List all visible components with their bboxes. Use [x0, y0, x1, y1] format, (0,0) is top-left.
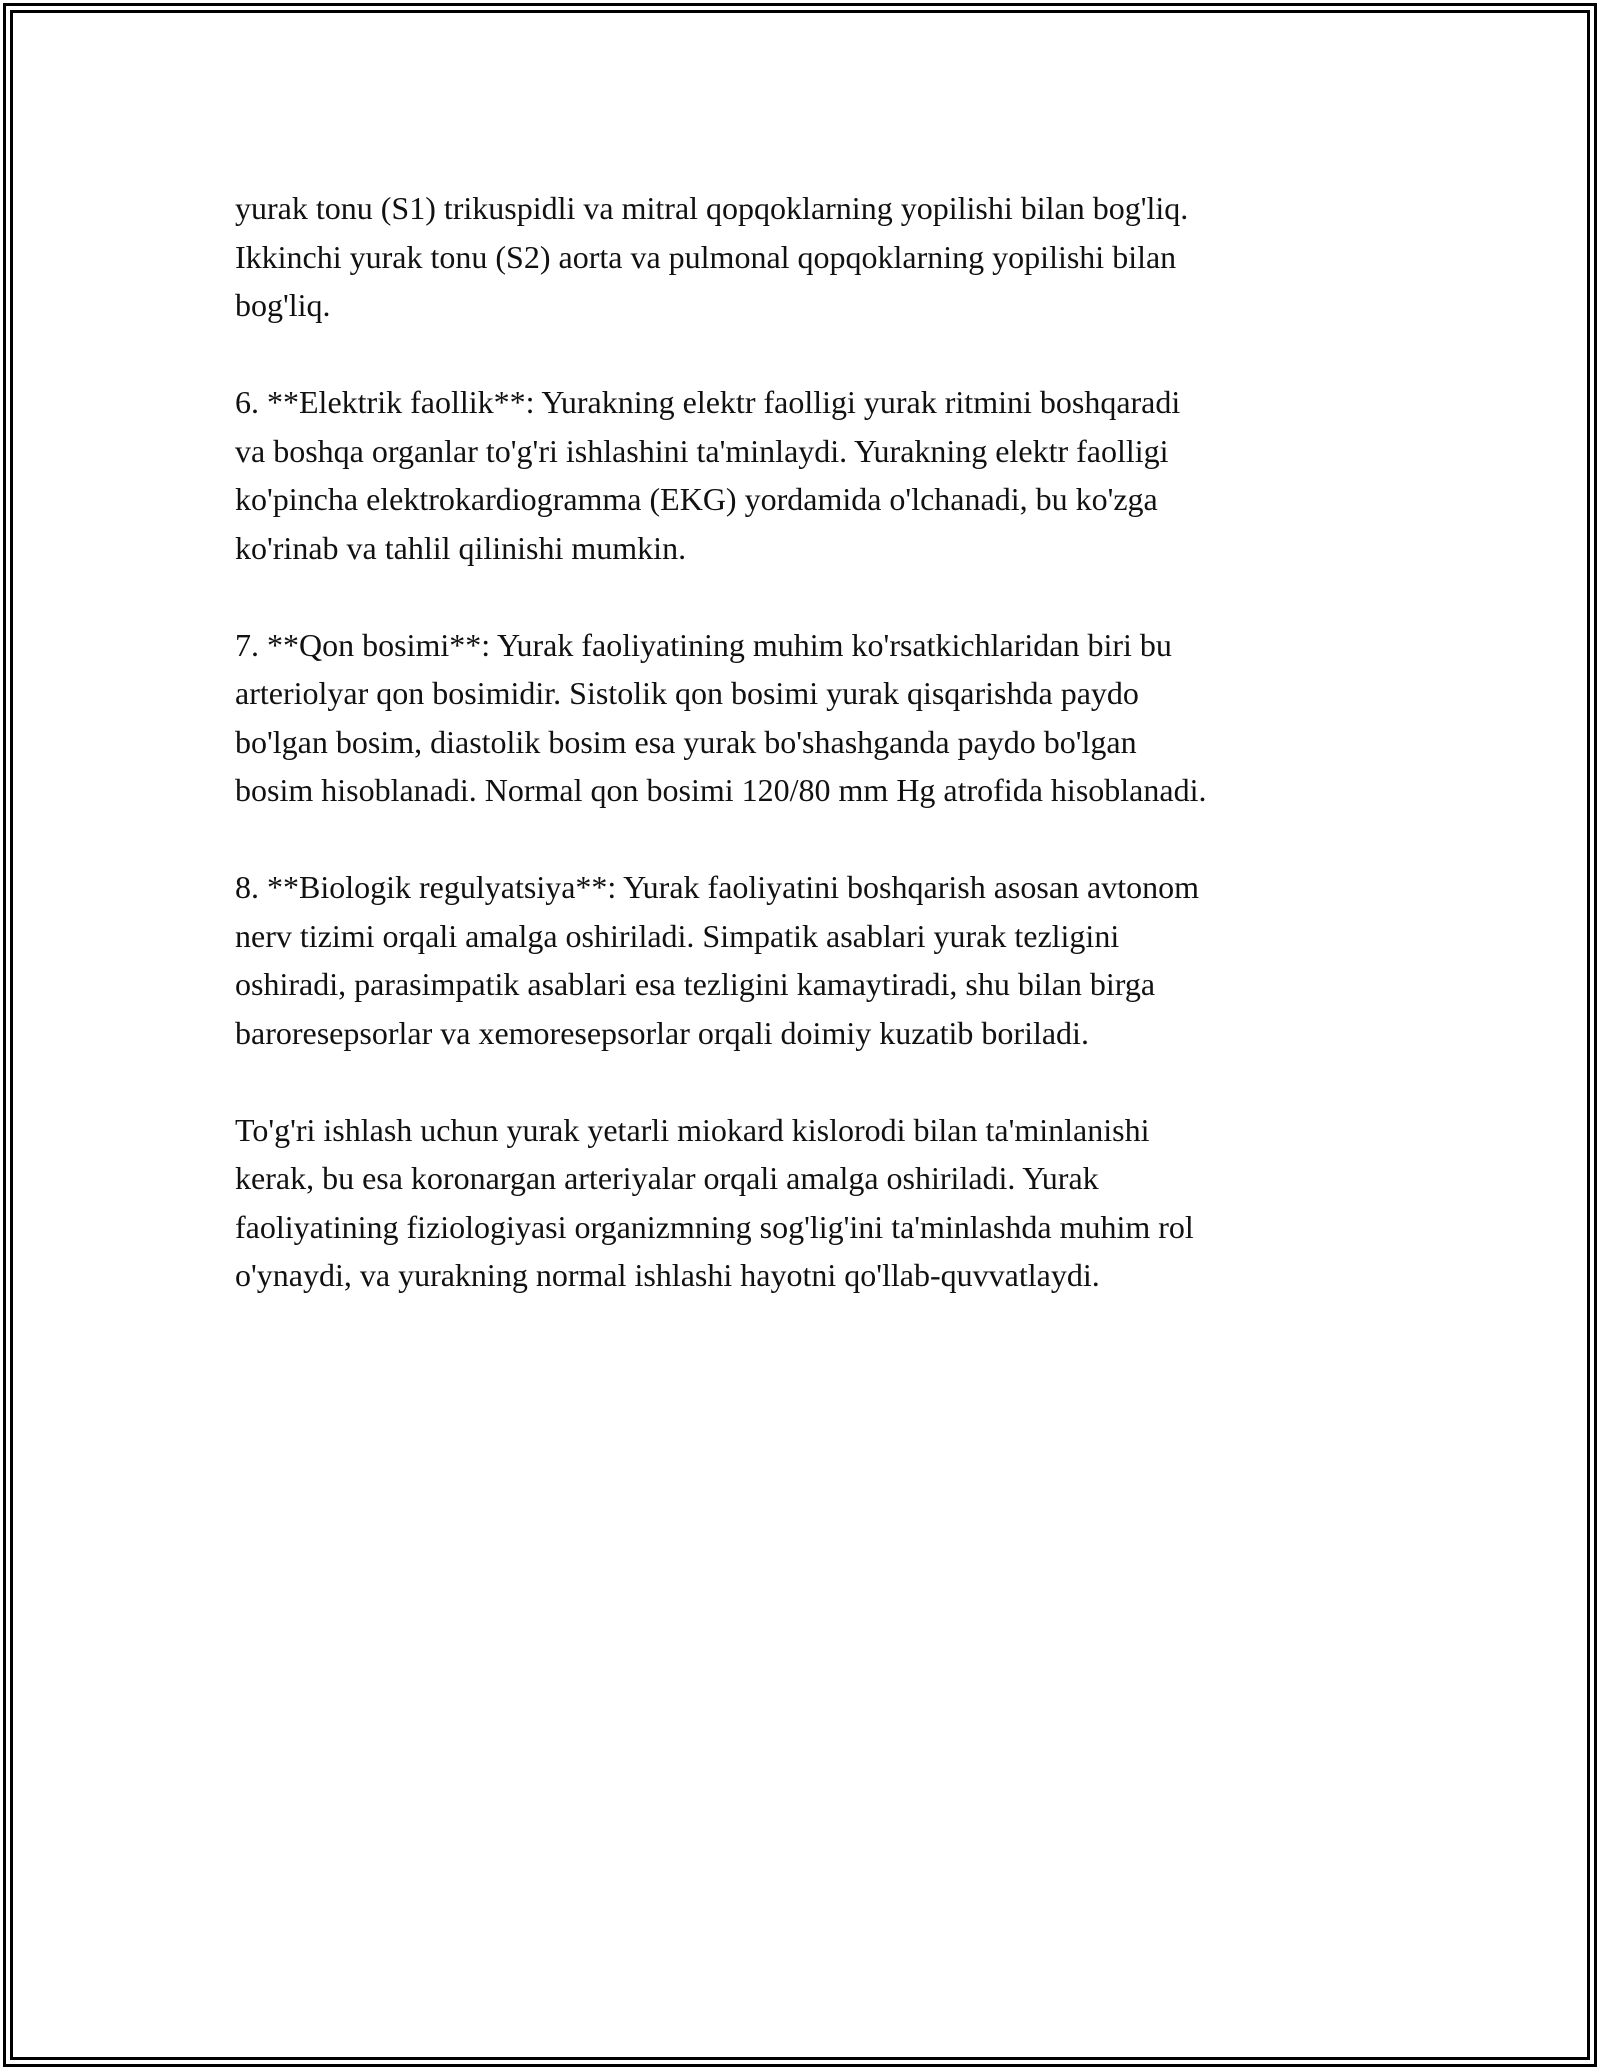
document-body	[235, 184, 1365, 1348]
paragraph-blood-pressure: 7. **Qon bosimi**: Yurak faoliyatining muhim ko'rsatkichlaridan biri bu arteriolyar qon bosimidir. Sistolik qon bosimi yurak qisqarishda paydo bo'lgan bosim, diastolik bosim esa yurak bo'shashganda paydo bo'lgan bosim hisoblanadi. Normal qon bosimi 120/80 mm Hg atrofida hisoblanadi.	[235, 626, 1207, 808]
paragraph-electrical-activity: 6. **Elektrik faollik**: Yurakning elektr faolligi yurak ritmini boshqaradi va boshqa organlar to'g'ri ishlashini ta'minlaydi. Yurakning elektr faolligi ko'pincha elektrokardiogramma (EKG) yordamida o'lchanadi, bu ko'zga ko'rinab va tahlil qilinishi mumkin.	[235, 384, 1181, 566]
paragraph-biological-regulation: 8. **Biologik regulyatsiya**: Yurak faoliyatini boshqarish asosan avtonom nerv tizimi orqali amalga oshiriladi. Simpatik asablari yurak tezligini oshiradi, parasimpatik asablari esa tezligini kamaytiradi, shu bilan birga baroresepsorlar va xemoresepsorlar orqali doimiy kuzatib boriladi.	[235, 869, 1199, 1051]
paragraph-heart-sounds: yurak tonu (S1) trikuspidli va mitral qopqoklarning yopilishi bilan bog'liq. Ikkinchi yurak tonu (S2) aorta va pulmonal qopqoklarning yopilishi bilan bog'liq.	[235, 190, 1189, 323]
paragraph-conclusion: To'g'ri ishlash uchun yurak yetarli miokard kislorodi bilan ta'minlanishi kerak, bu esa koronargan arteriyalar orqali amalga oshiriladi. Yurak faoliyatining fiziologiyasi organizmning sog'lig'ini ta'minlashda muhim rol o'ynaydi, va yurakning normal ishlashi hayotni qo'llab-quvvatlaydi.	[235, 1111, 1194, 1293]
